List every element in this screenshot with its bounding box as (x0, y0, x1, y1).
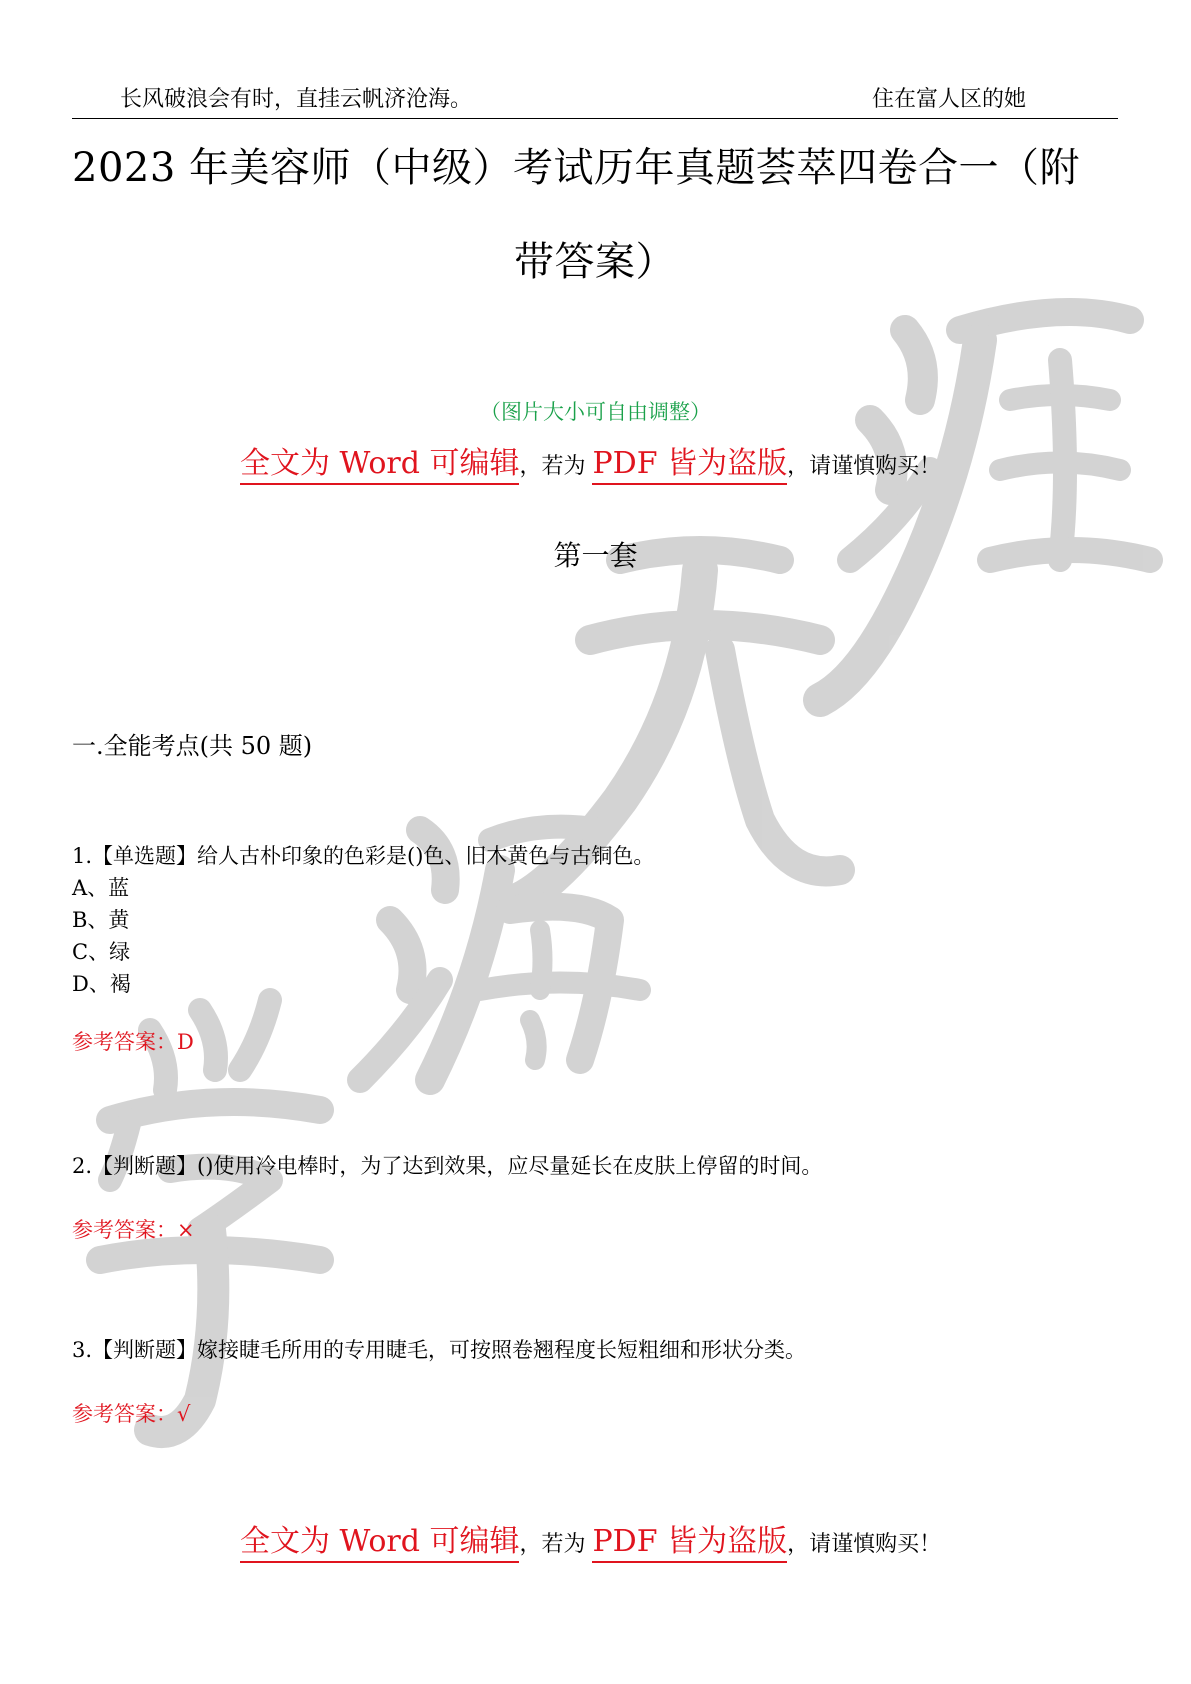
title-line-2: 带答案） (514, 239, 676, 285)
copyright-banner-bottom (240, 1516, 1040, 1560)
option-c: C、绿 (72, 940, 131, 964)
banner-separator-2: ，请谨慎购买！ (787, 1532, 942, 1557)
title-line-1: 2023 年美容师（中级）考试历年真题荟萃四卷合一（附 (72, 145, 1081, 191)
question-text: 1.【单选题】给人古朴印象的色彩是()色、旧木黄色与古铜色。 (72, 844, 655, 868)
page-header (72, 82, 1118, 119)
banner-separator-1: ，若为 (519, 1532, 593, 1557)
banner-word-editable: 全文为 Word 可编辑 (240, 446, 519, 485)
answer-1: 参考答案：D (72, 1030, 194, 1054)
copyright-banner-top (240, 438, 1040, 482)
question-3 (72, 1334, 1122, 1366)
answer-2: 参考答案：× (72, 1218, 195, 1242)
question-2 (72, 1150, 1122, 1182)
banner-pdf-pirated: PDF 皆为盗版 (592, 1524, 787, 1563)
header-author: 住在富人区的她 (871, 87, 1026, 112)
question-text: 3.【判断题】嫁接睫毛所用的专用睫毛，可按照卷翘程度长短粗细和形状分类。 (72, 1338, 807, 1362)
banner-pdf-pirated: PDF 皆为盗版 (592, 446, 787, 485)
document-title (72, 118, 1118, 312)
question-1 (72, 840, 1122, 1000)
image-resize-note: （图片大小可自由调整） (480, 400, 711, 424)
answer-3: 参考答案：√ (72, 1402, 191, 1426)
banner-word-editable: 全文为 Word 可编辑 (240, 1524, 519, 1563)
question-text: 2.【判断题】()使用冷电棒时，为了达到效果，应尽量延长在皮肤上停留的时间。 (72, 1154, 823, 1178)
option-d: D、褐 (72, 972, 131, 996)
set-heading: 第一套 (553, 539, 638, 572)
banner-separator-2: ，请谨慎购买！ (787, 454, 942, 479)
header-motto: 长风破浪会有时，直挂云帆济沧海。 (120, 87, 473, 112)
section-heading: 一.全能考点(共 50 题) (72, 732, 313, 760)
option-b: B、黄 (72, 908, 130, 932)
banner-separator-1: ，若为 (519, 454, 593, 479)
option-a: A、蓝 (72, 876, 130, 900)
